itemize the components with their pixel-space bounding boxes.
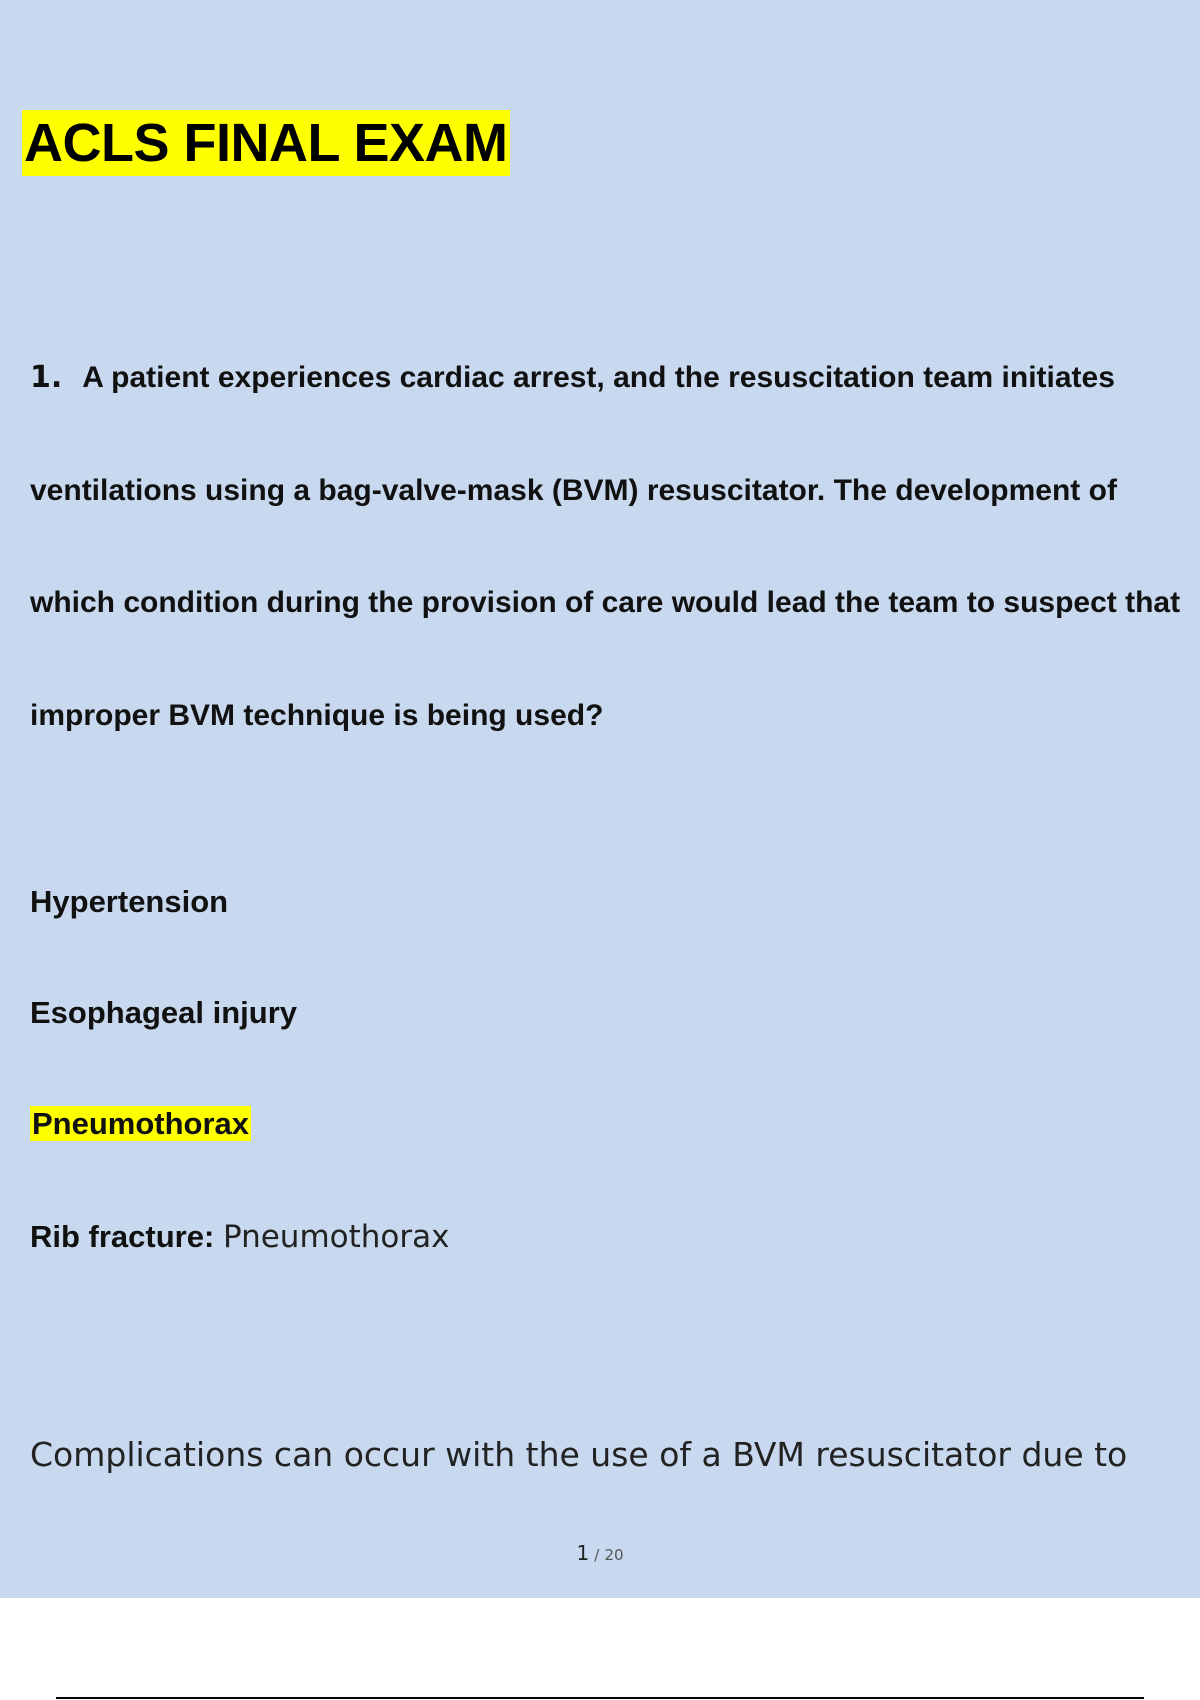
total-pages: 20 [604, 1546, 624, 1564]
page-separator: / [594, 1546, 600, 1564]
rib-fracture-label: Rib fracture: [30, 1219, 215, 1254]
page-divider-line [56, 1697, 1144, 1699]
exam-title: ACLS FINAL EXAM [22, 110, 510, 176]
option-rib-fracture [30, 1217, 449, 1257]
option-hypertension: Hypertension [30, 884, 229, 919]
correct-answer-highlight: Pneumothorax [32, 1106, 250, 1141]
question-1 [30, 322, 1200, 772]
question-text: A patient experiences cardiac arrest, and the resuscitation team initiates ventilations using a bag-valve-mask (BVM) resuscitator. The development of which condition during the provision of care would lead the team to suspect that improper BVM technique is being used? [30, 361, 1181, 732]
page-counter [0, 1541, 1200, 1565]
answer-text: Pneumothorax [222, 1219, 450, 1255]
option-esophageal-injury: Esophageal injury [30, 995, 298, 1030]
explanation-text: Complications can occur with the use of a BVM resuscitator due to [30, 1435, 1128, 1474]
question-number: 1. [30, 360, 63, 395]
current-page: 1 [576, 1541, 590, 1565]
option-pneumothorax-correct [30, 1104, 251, 1144]
